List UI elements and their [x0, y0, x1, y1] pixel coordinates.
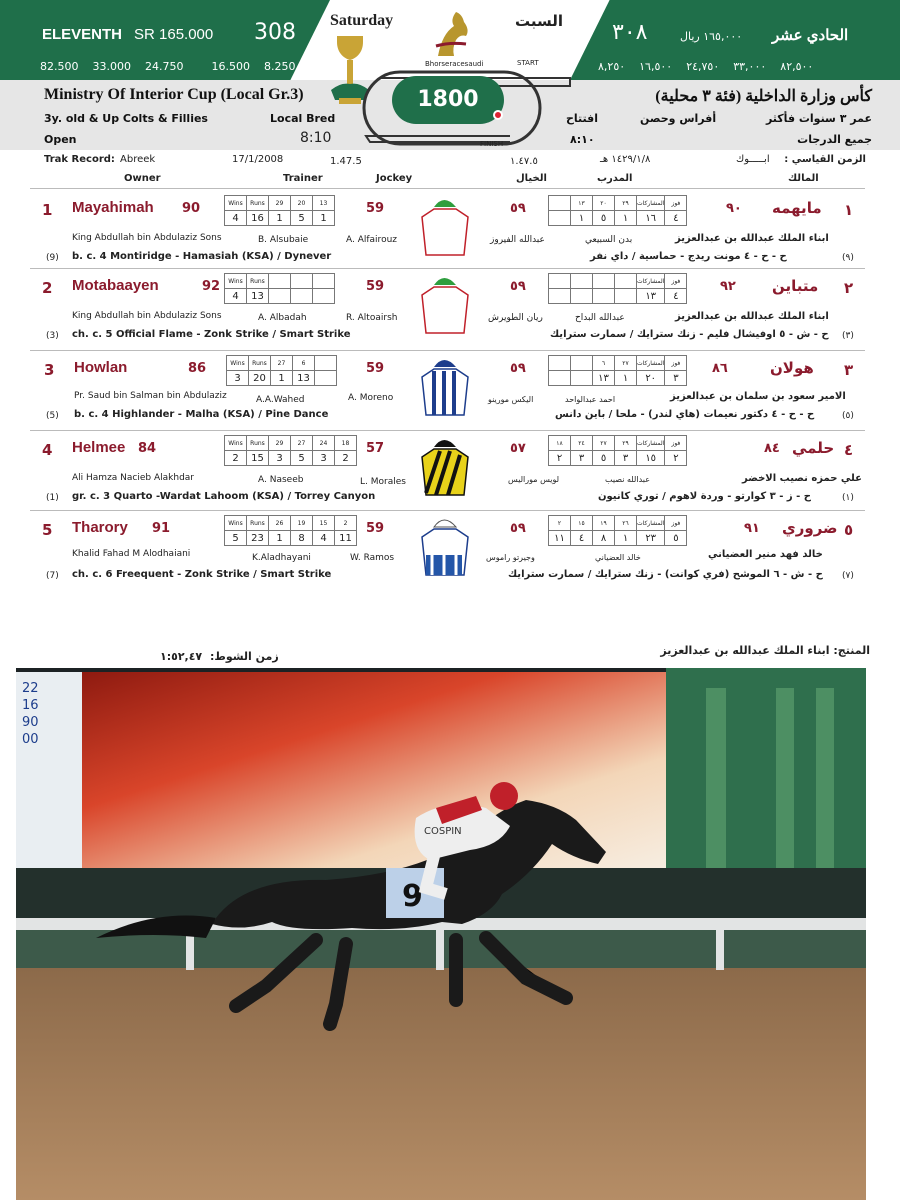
horse-name: Motabaayen [72, 277, 159, 294]
scoreboard-value: 22 [22, 681, 39, 696]
stat-cell: 23 [247, 531, 269, 546]
pedigree-ar: ح - ز - ٣ كوارتو - وردة لاهوم / توري كانيون [598, 491, 811, 502]
stat-cell: ١ [615, 531, 637, 546]
prize-ar-3: ٢٤,٧٥٠ [686, 60, 720, 73]
horse-rating-ar: ٩٢ [720, 279, 736, 294]
post-time-ar: ٨:١٠ [570, 133, 595, 146]
stat-cell: ١ [571, 211, 593, 226]
draw-en: (1) [46, 493, 59, 503]
prize-1: 82.500 [40, 60, 79, 73]
horse-rating-ar: ٩١ [744, 521, 760, 536]
prize-2: 33.000 [92, 60, 131, 73]
record-label-en: Trak Record: [44, 154, 115, 165]
draw-ar: (٧) [842, 571, 854, 581]
stat-cell: 4 [313, 531, 335, 546]
runner-number: 1 [42, 201, 53, 219]
weight-ar: ٥٩ [510, 521, 526, 536]
stat-cell [315, 356, 337, 371]
stats-header-wins: Wins [225, 516, 247, 531]
stats-header-wins: Wins [227, 356, 249, 371]
race-finish-photo [16, 668, 866, 1200]
stat-cell: ١٥ [571, 516, 593, 531]
stats-header-wins: Wins [225, 196, 247, 211]
prize-3: 24.750 [145, 60, 184, 73]
horse-name: Tharory [72, 519, 128, 536]
trainer-en: K.Aladhayani [252, 553, 311, 563]
prize-ar-1: ٨٢,٥٠٠ [780, 60, 814, 73]
stat-cell [313, 289, 335, 304]
stats-header-runs-ar: المشاركات [637, 436, 665, 451]
trainer-ar: عبدالله نصيب [605, 475, 650, 484]
stat-cell: ٢٧ [593, 436, 615, 451]
trainer-ar: احمد عبدالواحد [565, 395, 616, 404]
horse-name: Helmee [72, 439, 126, 456]
saddle-number: 9 [402, 879, 423, 914]
stat-cell: 27 [271, 356, 293, 371]
stats-table-en [224, 273, 335, 304]
stat-cell [291, 274, 313, 289]
finish-label: FINISH [480, 140, 504, 148]
draw-en: (3) [46, 331, 59, 341]
class-ar: أفراس وحصن [640, 112, 717, 125]
stat-cell: ٥ [665, 531, 687, 546]
race-label-en: ELEVENTH [42, 26, 123, 43]
stat-cell: ١٩ [593, 516, 615, 531]
stat-cell: 1 [313, 211, 335, 226]
runner-number-ar: ٣ [844, 361, 854, 379]
scoreboard-value: 90 [22, 715, 39, 730]
horse-name-ar: هولان [770, 359, 814, 377]
stat-cell: ٥ [593, 211, 615, 226]
grade-ar: جميع الدرجات [797, 133, 872, 146]
pedigree-ar: ح - ح - ٤ دكتور نعيمات (هاي لندر) - ملحا / باين دانس [555, 409, 815, 420]
owner-ar: ابناء الملك عبدالله بن عبدالعزيز [675, 311, 829, 322]
jockey-en: W. Ramos [350, 553, 395, 563]
jockey-silks-icon [416, 435, 472, 499]
stat-cell: ٣ [665, 371, 687, 386]
stats-table-ar [548, 435, 687, 466]
owner-ar: الامير سعود بن سلمان بن عبدالعزيز [670, 391, 846, 402]
stat-cell: 15 [247, 451, 269, 466]
stats-header-runs: Runs [249, 356, 271, 371]
stat-cell: 5 [291, 451, 313, 466]
stat-cell: 13 [293, 371, 315, 386]
race-number-ar: ٣٠٨ [612, 20, 648, 45]
stat-cell: 18 [335, 436, 357, 451]
horse-rating-ar: ٩٠ [726, 201, 742, 216]
stat-cell: ٢٠ [637, 371, 665, 386]
scoreboard-value: 16 [22, 698, 39, 713]
stat-cell [571, 356, 593, 371]
stat-cell: ٤ [665, 211, 687, 226]
jockey-ar: وجيرتو راموس [486, 553, 535, 562]
prize-ar-5: ٨,٢٥٠ [598, 60, 626, 73]
stat-cell [593, 274, 615, 289]
runner-number: 2 [42, 279, 53, 297]
stat-cell: ٦ [593, 356, 615, 371]
trainer-en: A. Albadah [258, 313, 307, 323]
stats-header-runs: Runs [247, 196, 269, 211]
runner-row-5 [30, 510, 865, 590]
runner-number: 4 [42, 441, 53, 459]
stat-cell: 8 [291, 531, 313, 546]
stat-cell: ١١ [549, 531, 571, 546]
stats-header-wins-ar: فوز [665, 356, 687, 371]
stat-cell: 26 [269, 516, 291, 531]
weight-en: 59 [366, 201, 385, 216]
prize-ar: ١٦٥,٠٠٠ ريال [680, 30, 743, 43]
record-time-en: 1.47.5 [330, 156, 362, 167]
weight-ar: ٥٧ [510, 441, 526, 456]
jockey-silks-icon [416, 195, 472, 259]
horse-name: Mayahimah [72, 199, 154, 216]
stat-cell [291, 289, 313, 304]
stat-cell: 6 [293, 356, 315, 371]
race-time-label: زمن الشوط: [210, 650, 279, 663]
trainer-en: A.A.Wahed [256, 395, 305, 405]
record-holder-en: Abreek [120, 154, 156, 165]
stats-table-en [224, 515, 357, 546]
pedigree-en: ch. c. 5 Official Flame - Zonk Strike / Smart Strike [72, 329, 351, 340]
weight-en: 57 [366, 441, 385, 456]
stat-cell: ١٦ [637, 211, 665, 226]
stat-cell [615, 289, 637, 304]
draw-en: (9) [46, 253, 59, 263]
stat-cell: 3 [313, 451, 335, 466]
stat-cell: 19 [291, 516, 313, 531]
weight-ar: ٥٩ [510, 279, 526, 294]
horse-name: Howlan [74, 359, 128, 376]
owner-en: Khalid Fahad M Alodhaiani [72, 549, 191, 559]
stat-cell: ٢٠ [593, 196, 615, 211]
race-label-ar: الحادي عشر [772, 27, 849, 44]
stat-cell [571, 274, 593, 289]
race-name-ar: كأس وزارة الداخلية (فئة ٣ محلية) [655, 88, 872, 105]
record-date-ar: ١٤٢٩/١/٨ هـ [600, 154, 651, 165]
jockey-ar: عبدالله الفيروز [490, 235, 545, 245]
jockey-en: A. Alfairouz [346, 235, 397, 245]
stat-cell: 5 [291, 211, 313, 226]
stats-header-wins: Wins [225, 274, 247, 289]
race-number-en: 308 [254, 20, 296, 45]
stat-cell: 2 [335, 451, 357, 466]
stat-cell: ٢٣ [637, 531, 665, 546]
trainer-en: B. Alsubaie [258, 235, 309, 245]
stat-cell: 16 [247, 211, 269, 226]
stats-header-runs: Runs [247, 274, 269, 289]
runner-number-ar: ٤ [844, 441, 854, 459]
stats-table-ar [548, 195, 687, 226]
start-marker [493, 110, 503, 120]
trainer-ar: خالد العضياني [595, 553, 641, 562]
runner-number: 5 [42, 521, 53, 539]
logo-caption: Bhorseracesaudi [425, 60, 484, 68]
stats-header-runs: Runs [247, 436, 269, 451]
stat-cell: 3 [227, 371, 249, 386]
stat-cell: ٥ [593, 451, 615, 466]
trainer-ar: بدن السبيعي [585, 235, 633, 245]
distance-label: 1800 [392, 76, 504, 124]
jockey-silks-icon [416, 273, 472, 337]
jockey-ar: ريان الطويرش [488, 313, 543, 323]
horse-name-ar: حلمي [792, 439, 835, 457]
stats-table-ar [548, 273, 687, 304]
prize-breakdown-ar [598, 60, 813, 73]
stats-header-runs: Runs [247, 516, 269, 531]
conditions-en: 3y. old & Up Colts & Fillies [44, 112, 208, 125]
draw-ar: (٣) [842, 331, 854, 341]
scoreboard-value: 00 [22, 732, 39, 747]
record-label-ar: الزمن القياسي : [784, 154, 866, 165]
runner-number-ar: ٢ [844, 279, 854, 297]
prize-4: 16.500 [211, 60, 250, 73]
owner-en: King Abdullah bin Abdulaziz Sons [72, 233, 222, 243]
jockey-en: A. Moreno [348, 393, 394, 403]
stat-cell: ١٣ [637, 289, 665, 304]
class-en: Local Bred [270, 112, 336, 125]
stats-header-wins-ar: فوز [665, 196, 687, 211]
stat-cell: 11 [335, 531, 357, 546]
stat-cell: 27 [291, 436, 313, 451]
owner-ar: ابناء الملك عبدالله بن عبدالعزيز [675, 233, 829, 244]
horse-logo-icon [428, 6, 474, 62]
stat-cell: 4 [225, 211, 247, 226]
stat-cell [269, 289, 291, 304]
col-jockey-ar: الخيال [516, 173, 547, 184]
horse-rating-ar: ٨٦ [712, 361, 728, 376]
jockey-en: L. Morales [360, 477, 406, 487]
horse-rating: 91 [152, 521, 171, 536]
pedigree-en: b. c. 4 Highlander - Malha (KSA) / Pine Dance [74, 409, 329, 420]
owner-ar: خالد فهد منير العضياني [708, 549, 823, 560]
stats-table-en [224, 435, 357, 466]
draw-ar: (٩) [842, 253, 854, 263]
stat-cell: ٣ [571, 451, 593, 466]
race-time-value: ١:٥٢,٤٧ [160, 650, 203, 663]
stat-cell: 5 [225, 531, 247, 546]
stat-cell: ٣ [615, 451, 637, 466]
weight-en: 59 [366, 279, 385, 294]
stat-cell: ٤ [665, 289, 687, 304]
horse-name-ar: مايهمه [772, 199, 822, 217]
horse-name-ar: ضروري [782, 519, 838, 537]
stats-header-wins-ar: فوز [665, 436, 687, 451]
stat-cell [313, 274, 335, 289]
stat-cell: 1 [271, 371, 293, 386]
horse-rating: 92 [202, 279, 221, 294]
stat-cell: 13 [247, 289, 269, 304]
stat-cell: ١٣ [571, 196, 593, 211]
trainer-en: A. Naseeb [258, 475, 304, 485]
stat-cell: ٢ [549, 516, 571, 531]
stat-cell: 3 [269, 451, 291, 466]
stat-cell: 15 [313, 516, 335, 531]
stat-cell: ١ [615, 371, 637, 386]
stat-cell [269, 274, 291, 289]
runner-number: 3 [44, 361, 55, 379]
pedigree-en: gr. c. 3 Quarto -Wardat Lahoom (KSA) / Torrey Canyon [72, 491, 376, 502]
jockey-silks-icon [416, 515, 472, 579]
stat-cell: ١٨ [549, 436, 571, 451]
stats-header-runs-ar: المشاركات [637, 516, 665, 531]
stat-cell [315, 371, 337, 386]
owner-ar: علي حمزه نصيب الاخضر [742, 473, 862, 484]
stats-header-wins-ar: فوز [665, 516, 687, 531]
jockey-ar: لويس موراليس [508, 475, 560, 484]
owner-en: Ali Hamza Nacieb Alakhdar [72, 473, 194, 483]
stat-cell: ٢٦ [615, 516, 637, 531]
record-date-en: 17/1/2008 [232, 154, 284, 165]
pedigree-ar: ح - ش - ٥ اوفيشال فليم - زنك سترايك / سمارت سترايك [550, 329, 829, 340]
stat-cell: ١٥ [637, 451, 665, 466]
stat-cell: ٢٩ [615, 436, 637, 451]
runner-row-1 [30, 188, 865, 268]
conditions-ar: عمر ٣ سنوات فأكثر [765, 112, 872, 125]
stat-cell [593, 289, 615, 304]
record-holder-ar: ابـــــوك [736, 154, 770, 165]
stat-cell: ٢ [549, 451, 571, 466]
stat-cell: ٨ [593, 531, 615, 546]
photo-illustration [16, 668, 866, 1200]
stats-header-runs-ar: المشاركات [637, 196, 665, 211]
col-owner-ar: المالك [788, 173, 819, 184]
stat-cell: 2 [225, 451, 247, 466]
opening-ar: افتتاح [566, 112, 599, 125]
prize-breakdown-en [40, 60, 296, 73]
weight-en: 59 [366, 361, 385, 376]
runner-row-4 [30, 430, 865, 510]
day-ar: السبت [515, 12, 564, 30]
prize-ar-2: ٣٣,٠٠٠ [733, 60, 767, 73]
runner-row-3 [30, 350, 865, 430]
runner-row-2 [30, 268, 865, 348]
day-en: Saturday [330, 12, 394, 29]
col-trainer-ar: المدرب [597, 173, 633, 184]
stat-cell: 2 [335, 516, 357, 531]
stat-cell: 20 [291, 196, 313, 211]
stat-cell: 13 [313, 196, 335, 211]
weight-ar: ٥٩ [510, 201, 526, 216]
stat-cell: ١٣ [593, 371, 615, 386]
stats-table-ar [548, 515, 687, 546]
stat-cell: ٢٤ [571, 436, 593, 451]
record-time-ar: ١.٤٧.٥ [510, 156, 538, 167]
stat-cell: ٤ [571, 531, 593, 546]
start-label: START [517, 59, 539, 67]
prize-ar-4: ١٦,٥٠٠ [639, 60, 673, 73]
draw-ar: (٥) [842, 411, 854, 421]
trainer-ar: عبدالله البداح [575, 313, 625, 323]
stat-cell: 4 [225, 289, 247, 304]
post-time-en: 8:10 [300, 130, 332, 146]
draw-en: (7) [46, 571, 59, 581]
col-trainer: Trainer [283, 173, 323, 184]
stats-header-wins-ar: فوز [665, 274, 687, 289]
stat-cell: ٢٧ [615, 356, 637, 371]
stat-cell: ١ [615, 211, 637, 226]
horse-name-ar: متباين [772, 277, 819, 295]
stat-cell [571, 371, 593, 386]
stat-cell: 29 [269, 436, 291, 451]
weight-en: 59 [366, 521, 385, 536]
race-name-en: Ministry Of Interior Cup (Local Gr.3) [44, 86, 304, 103]
grade-en: Open [44, 133, 77, 146]
pedigree-en: b. c. 4 Montiridge - Hamasiah (KSA) / Dynever [72, 251, 332, 262]
stat-cell: ٢٩ [615, 196, 637, 211]
horse-rating: 84 [138, 441, 157, 456]
stats-header-runs-ar: المشاركات [637, 356, 665, 371]
stat-cell [615, 274, 637, 289]
stat-cell: 24 [313, 436, 335, 451]
col-owner: Owner [124, 173, 161, 184]
stats-header-wins: Wins [225, 436, 247, 451]
weight-ar: ٥٩ [510, 361, 526, 376]
jockey-silks-icon [416, 355, 472, 419]
horse-rating-ar: ٨٤ [764, 441, 780, 456]
horse-rating: 86 [188, 361, 207, 376]
stats-table-en [226, 355, 337, 386]
pedigree-ar: ح - ح - ٤ مونت ريدج - حماسية / داي نفر [590, 251, 787, 262]
stat-cell: 20 [249, 371, 271, 386]
horse-rating: 90 [182, 201, 201, 216]
owner-en: King Abdullah bin Abdulaziz Sons [72, 311, 222, 321]
runner-number-ar: ٥ [844, 521, 854, 539]
stat-cell: 1 [269, 211, 291, 226]
pedigree-ar: ح - ش - ٦ الموشح (فري كوانت) - زنك سترايك / سمارت سترايك [508, 569, 823, 580]
runner-number-ar: ١ [844, 201, 854, 219]
stat-cell [571, 289, 593, 304]
prize-5: 8.250 [264, 60, 296, 73]
stats-header-runs-ar: المشاركات [637, 274, 665, 289]
stats-table-en [224, 195, 335, 226]
col-jockey: Jockey [376, 173, 413, 184]
draw-en: (5) [46, 411, 59, 421]
pedigree-en: ch. c. 6 Freequent - Zonk Strike / Smart Strike [72, 569, 332, 580]
prize-en: SR 165.000 [134, 26, 214, 43]
jockey-ar: اليكس مورينو [488, 395, 534, 404]
stat-cell: ٢ [665, 451, 687, 466]
stats-table-ar [548, 355, 687, 386]
stat-cell: 1 [269, 531, 291, 546]
stat-cell: 29 [269, 196, 291, 211]
jockey-sponsor: COSPIN [424, 826, 462, 837]
producer-label: المنتج: ابناء الملك عبدالله بن عبدالعزيز [660, 644, 870, 657]
owner-en: Pr. Saud bin Salman bin Abdulaziz [74, 391, 227, 401]
draw-ar: (١) [842, 493, 854, 503]
jockey-en: R. Altoairsh [346, 313, 398, 323]
